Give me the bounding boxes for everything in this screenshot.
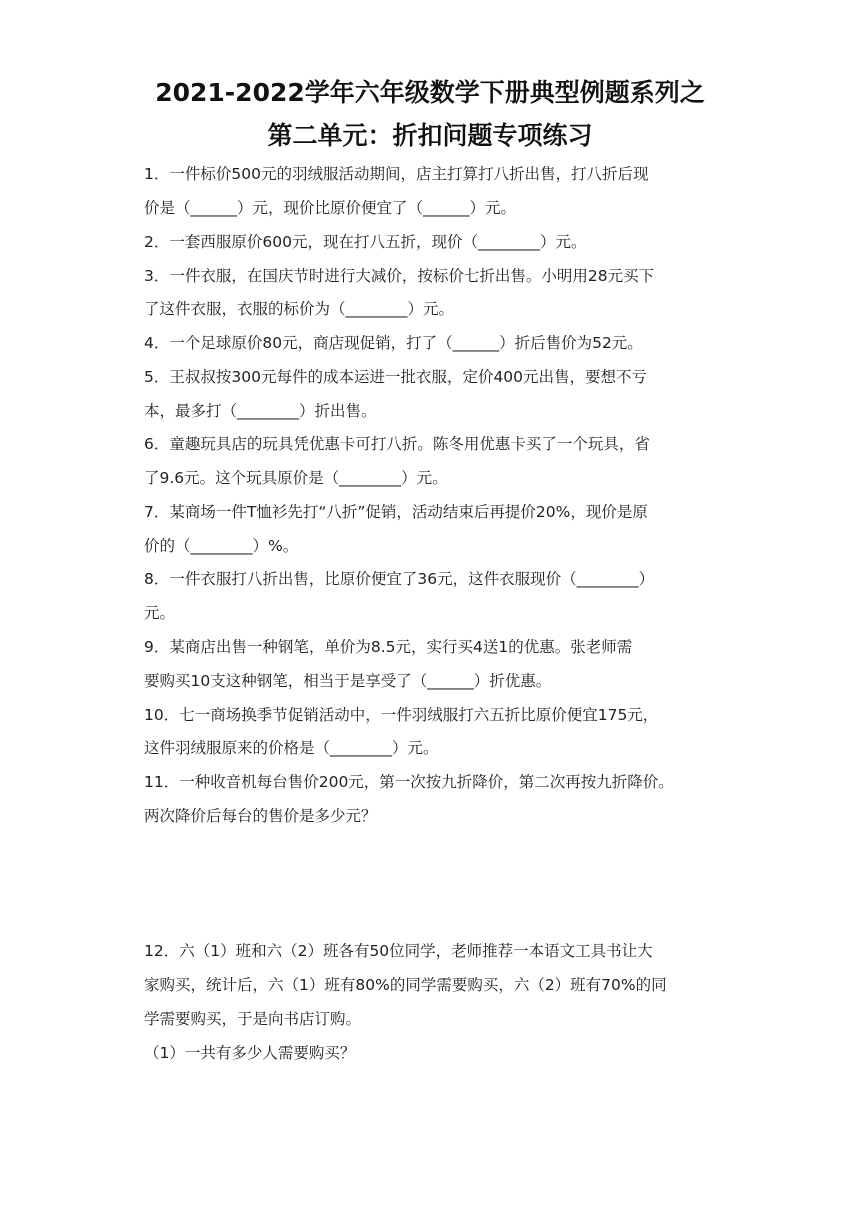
- question-12-line-2: 家购买，统计后，六（1）班有80%的同学需要购买，六（2）班有70%的同: [144, 976, 667, 994]
- question-6-line-1: 6．童趣玩具店的玩具凭优惠卡可打八折。陈冬用优惠卡买了一个玩具，省: [144, 435, 650, 453]
- question-10-line-1: 10．七一商场换季节促销活动中，一件羽绒服打六五折比原价便宜175元，: [144, 706, 659, 724]
- question-9-line-2: 要购买10支这种钢笔，相当于是享受了（______）折优惠。: [144, 672, 552, 690]
- question-9-line-1: 9．某商店出售一种钢笔，单价为8.5元，实行买4送1的优惠。张老师需: [144, 638, 633, 656]
- question-6-line-2: 了9.6元。这个玩具原价是（________）元。: [144, 469, 448, 487]
- question-8-line-2: 元。: [144, 604, 176, 622]
- question-4-line-1: 4．一个足球原价80元，商店现促销，打了（______）折后售价为52元。: [144, 334, 643, 352]
- question-10-line-2: 这件羽绒服原来的价格是（________）元。: [144, 739, 439, 757]
- question-5-line-2: 本，最多打（________）折出售。: [144, 402, 377, 420]
- document-title-line-2: 第二单元：折扣问题专项练习: [267, 121, 593, 150]
- question-2-line-1: 2．一套西服原价600元，现在打八五折，现价（________）元。: [144, 233, 587, 251]
- question-8-line-1: 8．一件衣服打八折出售，比原价便宜了36元，这件衣服现价（________）: [144, 570, 655, 588]
- question-5-line-1: 5．王叔叔按300元每件的成本运进一批衣服，定价400元出售，要想不亏: [144, 368, 648, 386]
- question-7-line-2: 价的（________）%。: [144, 537, 299, 555]
- document-title-line-1: 2021-2022学年六年级数学下册典型例题系列之: [155, 78, 705, 107]
- question-3-line-1: 3．一件衣服，在国庆节时进行大减价，按标价七折出售。小明用28元买下: [144, 267, 655, 285]
- question-12-line-3: 学需要购买，于是向书店订购。: [144, 1010, 362, 1028]
- question-12-line-1: 12．六（1）班和六（2）班各有50位同学，老师推荐一本语文工具书让大: [144, 942, 653, 960]
- question-12-subquestion-1: （1）一共有多少人需要购买？: [144, 1044, 356, 1062]
- question-11-line-2: 两次降价后每台的售价是多少元？: [144, 807, 377, 825]
- question-3-line-2: 了这件衣服，衣服的标价为（________）元。: [144, 300, 455, 318]
- question-11-line-1: 11．一种收音机每台售价200元，第一次按九折降价，第二次再按九折降价。: [144, 773, 674, 791]
- question-7-line-1: 7．某商场一件T恤衫先打“八折”促销，活动结束后再提价20%，现价是原: [144, 503, 648, 521]
- question-1-line-1: 1．一件标价500元的羽绒服活动期间，店主打算打八折出售，打八折后现: [144, 165, 649, 183]
- question-1-line-2: 价是（______）元，现价比原价便宜了（______）元。: [144, 199, 517, 217]
